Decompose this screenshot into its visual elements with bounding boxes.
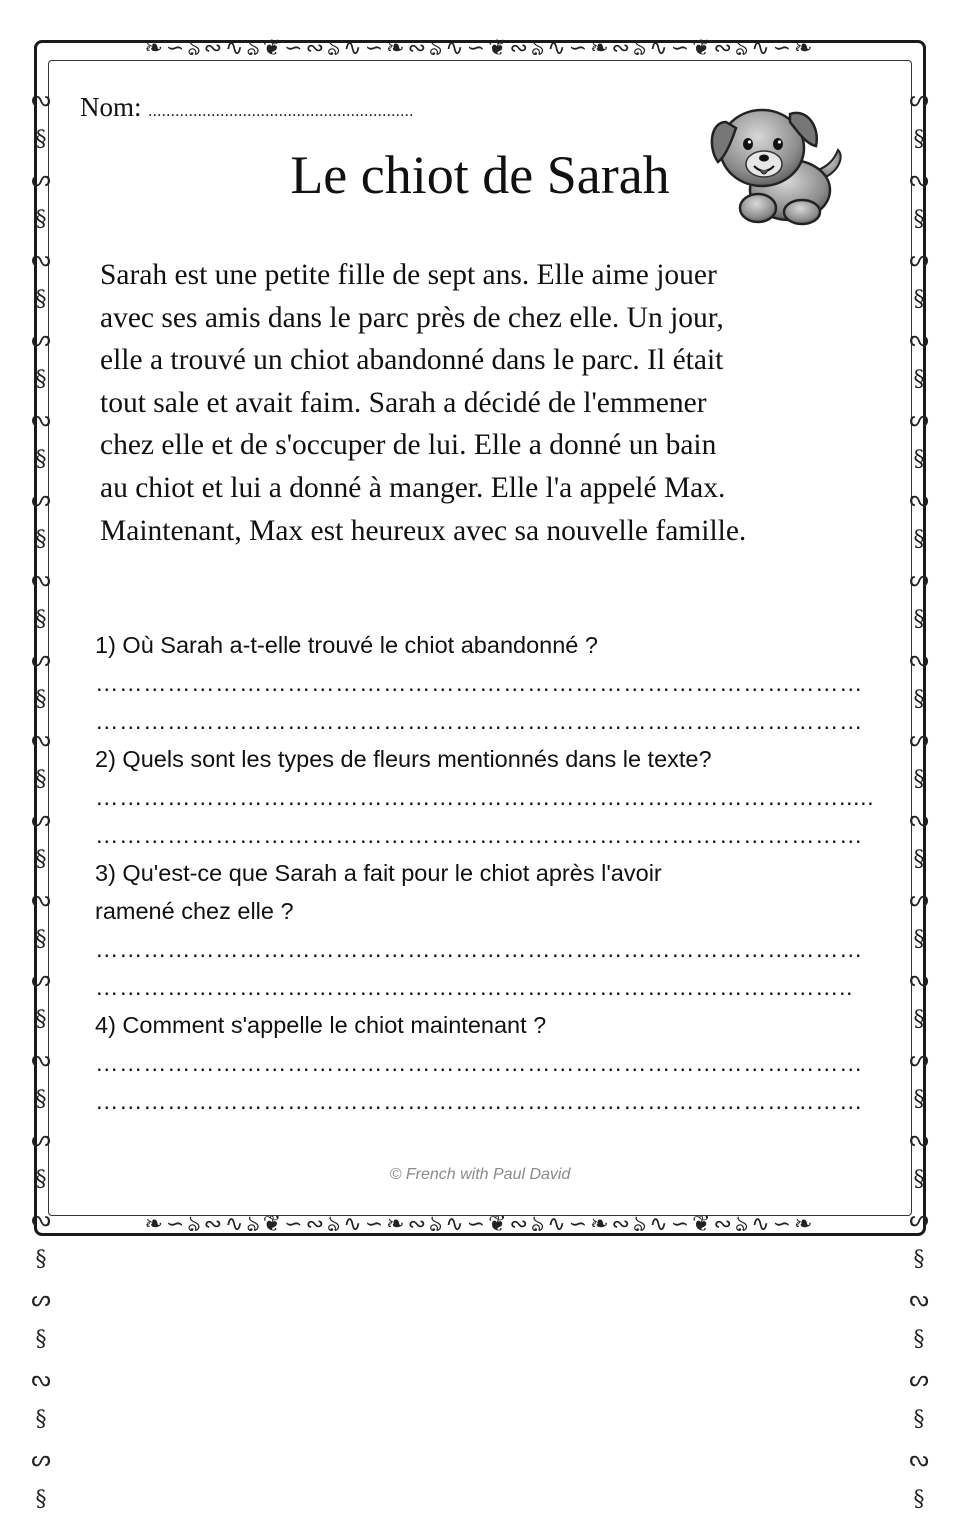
ornament-bottom-icon: ❧∽ঌ∾∿ঌ❦∽∾ঌ∿∽❧∾ঌ∿∽❦∾ঌ∿∽❧∾ঌ∿∽❦∾ঌ∿∽❧ — [144, 1212, 816, 1237]
answer-line[interactable]: …………………………………………………………………………………..... — [95, 784, 875, 810]
ornament-top-icon: ❧∽ঌ∾∿ঌ❦∽∾ঌ∿∽❧∾ঌ∿∽❦∾ঌ∿∽❧∾ঌ∿∽❦∾ঌ∿∽❧ — [144, 36, 816, 61]
question-text: 3) Qu'est-ce que Sarah a fait pour le chiot après l'avoir — [95, 860, 662, 886]
page-title: Le chiot de Sarah — [290, 145, 670, 205]
story-line: au chiot et lui a donné à manger. Elle l'a appelé Max. — [100, 471, 726, 504]
questions-section — [95, 626, 895, 1120]
question-text: 1) Où Sarah a-t-elle trouvé le chiot abandonné ? — [95, 632, 598, 658]
name-label: Nom: — [80, 92, 142, 122]
ornament-right-icon: ᔕ§ᔓ§ᔕ§ᔓ§ᔕ§ᔓ§ᔕ§ᔓ§ᔕ§ᔓ§ᔕ§ᔓ§ᔕ§ᔓ§ᔕ§ᔓ§ᔕ§ᔓ§ — [909, 87, 929, 1512]
puppy-icon — [706, 92, 848, 226]
ornament-left-icon: ᔓ§ᔕ§ᔓ§ᔕ§ᔓ§ᔕ§ᔓ§ᔕ§ᔓ§ᔕ§ᔓ§ᔕ§ᔓ§ᔕ§ᔓ§ᔕ§ᔓ§ᔕ§ — [31, 87, 51, 1512]
answer-line[interactable]: …………………………………………………………………………………… — [95, 708, 863, 734]
name-field[interactable] — [80, 92, 540, 123]
story-line: elle a trouvé un chiot abandonné dans le parc. Il était — [100, 344, 724, 377]
story-line: avec ses amis dans le parc près de chez elle. Un jour, — [100, 301, 724, 334]
answer-line[interactable]: …………………………………………………………………………………… — [95, 822, 863, 848]
question-4 — [95, 1006, 895, 1120]
answer-line[interactable]: …………………………………………………………………………………… — [95, 936, 863, 962]
question-1 — [95, 626, 895, 740]
question-text: 2) Quels sont les types de fleurs mentionnés dans le texte? — [95, 746, 712, 772]
story-line: Sarah est une petite fille de sept ans. Elle aime jouer — [100, 259, 717, 291]
story-line: Maintenant, Max est heureux avec sa nouvelle famille. — [100, 514, 747, 547]
name-blank: ........................................................... — [148, 103, 414, 120]
question-text: ramené chez elle ? — [95, 898, 294, 924]
copyright-footer: © French with Paul David — [389, 1166, 571, 1183]
answer-line[interactable]: …………………………………………………………………………………… — [95, 670, 863, 696]
answer-line[interactable]: …………………………………………………………………………………… — [95, 1088, 863, 1114]
story-text — [100, 254, 900, 552]
question-3 — [95, 854, 895, 1006]
question-text: 4) Comment s'appelle le chiot maintenant ? — [95, 1012, 547, 1038]
question-2 — [95, 740, 895, 854]
story-line: tout sale et avait faim. Sarah a décidé de l'emmener — [100, 386, 707, 419]
answer-line[interactable]: …………………………………………………………………………………… — [95, 1050, 863, 1076]
answer-line[interactable]: ………………………………………………………………………………….. — [95, 974, 854, 1000]
story-line: chez elle et de s'occuper de lui. Elle a donné un bain — [100, 429, 717, 462]
